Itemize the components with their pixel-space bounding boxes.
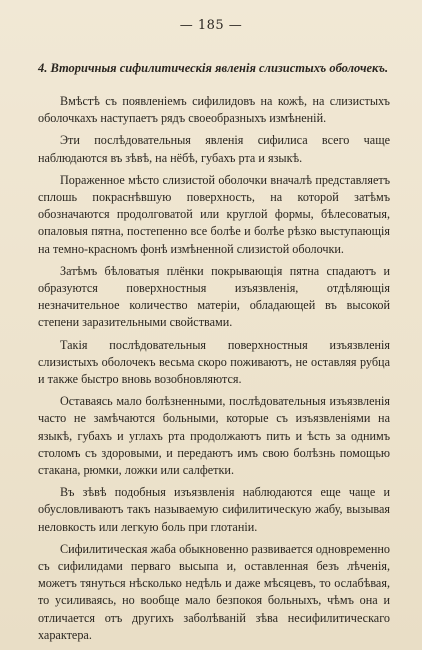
page-body bbox=[38, 60, 390, 649]
paragraph-3: Пораженное мѣсто слизистой оболочки вначалѣ представляетъ сплошь покраснѣвшую поверхность, на которой затѣмъ обозначаются продолговатой или круглой формы, бѣлесоватыя, опаловыя пятна, постепенно все болѣе и болѣе рѣзко выступающія на темно-красномъ фонѣ измѣненной слизистой оболочки. bbox=[38, 172, 390, 256]
paragraph-4: Затѣмъ бѣловатыя плёнки покрывающія пятна спадаютъ и образуются поверхностныя изъязвленія, отдѣляющія незначительное количество матеріи, обладающей въ высокой степени заразительными свойствами. bbox=[38, 263, 390, 330]
paragraph-6: Оставаясь мало болѣзненными, послѣдовательныя изъязвленія часто не замѣчаются больными, которые съ изъязвленіями на языкѣ, губахъ и углахъ рта продолжаютъ пить и ѣсть за однимъ столомъ съ здоровыми, и передаютъ имъ свою болѣзнь помощью стакана, рюмки, ложки или салфетки. bbox=[38, 394, 390, 478]
paragraph-7: Въ зѣвѣ подобныя изъязвленія наблюдаются еще чаще и обусловливаютъ такъ называемую сифилитическую жабу, вызывая неловкость или легкую боль при глотаніи. bbox=[38, 485, 390, 534]
paragraph-2: Эти послѣдовательныя явленія сифилиса всего чаще наблюдаются въ зѣвѣ, на нёбѣ, губахъ рта и языкѣ. bbox=[38, 133, 390, 165]
section-heading: 4. Вторичныя сифилитическія явленія слизистыхъ оболочекъ. bbox=[38, 61, 389, 75]
page-number: — 185 — bbox=[179, 18, 243, 33]
paragraph-1: Вмѣстѣ съ появленіемъ сифилидовъ на кожѣ, на слизистыхъ оболочкахъ наступаетъ рядъ своеобразныхъ измѣненій. bbox=[38, 94, 390, 126]
paragraph-5: Такія послѣдовательныя поверхностныя изъязвленія слизистыхъ оболочекъ весьма скоро поживаютъ, не оставляя рубца и также быстро вновь возобновляются. bbox=[38, 337, 390, 387]
paragraph-8: Сифилитическая жаба обыкновенно развивается одновременно съ сифилидами перваго высыпа и, оставленная безъ лѣченія, можетъ тянуться нѣсколько недѣль и даже мѣсяцевъ, то ослабѣвая, то усиливаясь, но вообще мало безпокоя больныхъ, чѣмъ она и отличается отъ другихъ заболѣваній зѣва несифилитическаго характера. bbox=[38, 541, 390, 642]
